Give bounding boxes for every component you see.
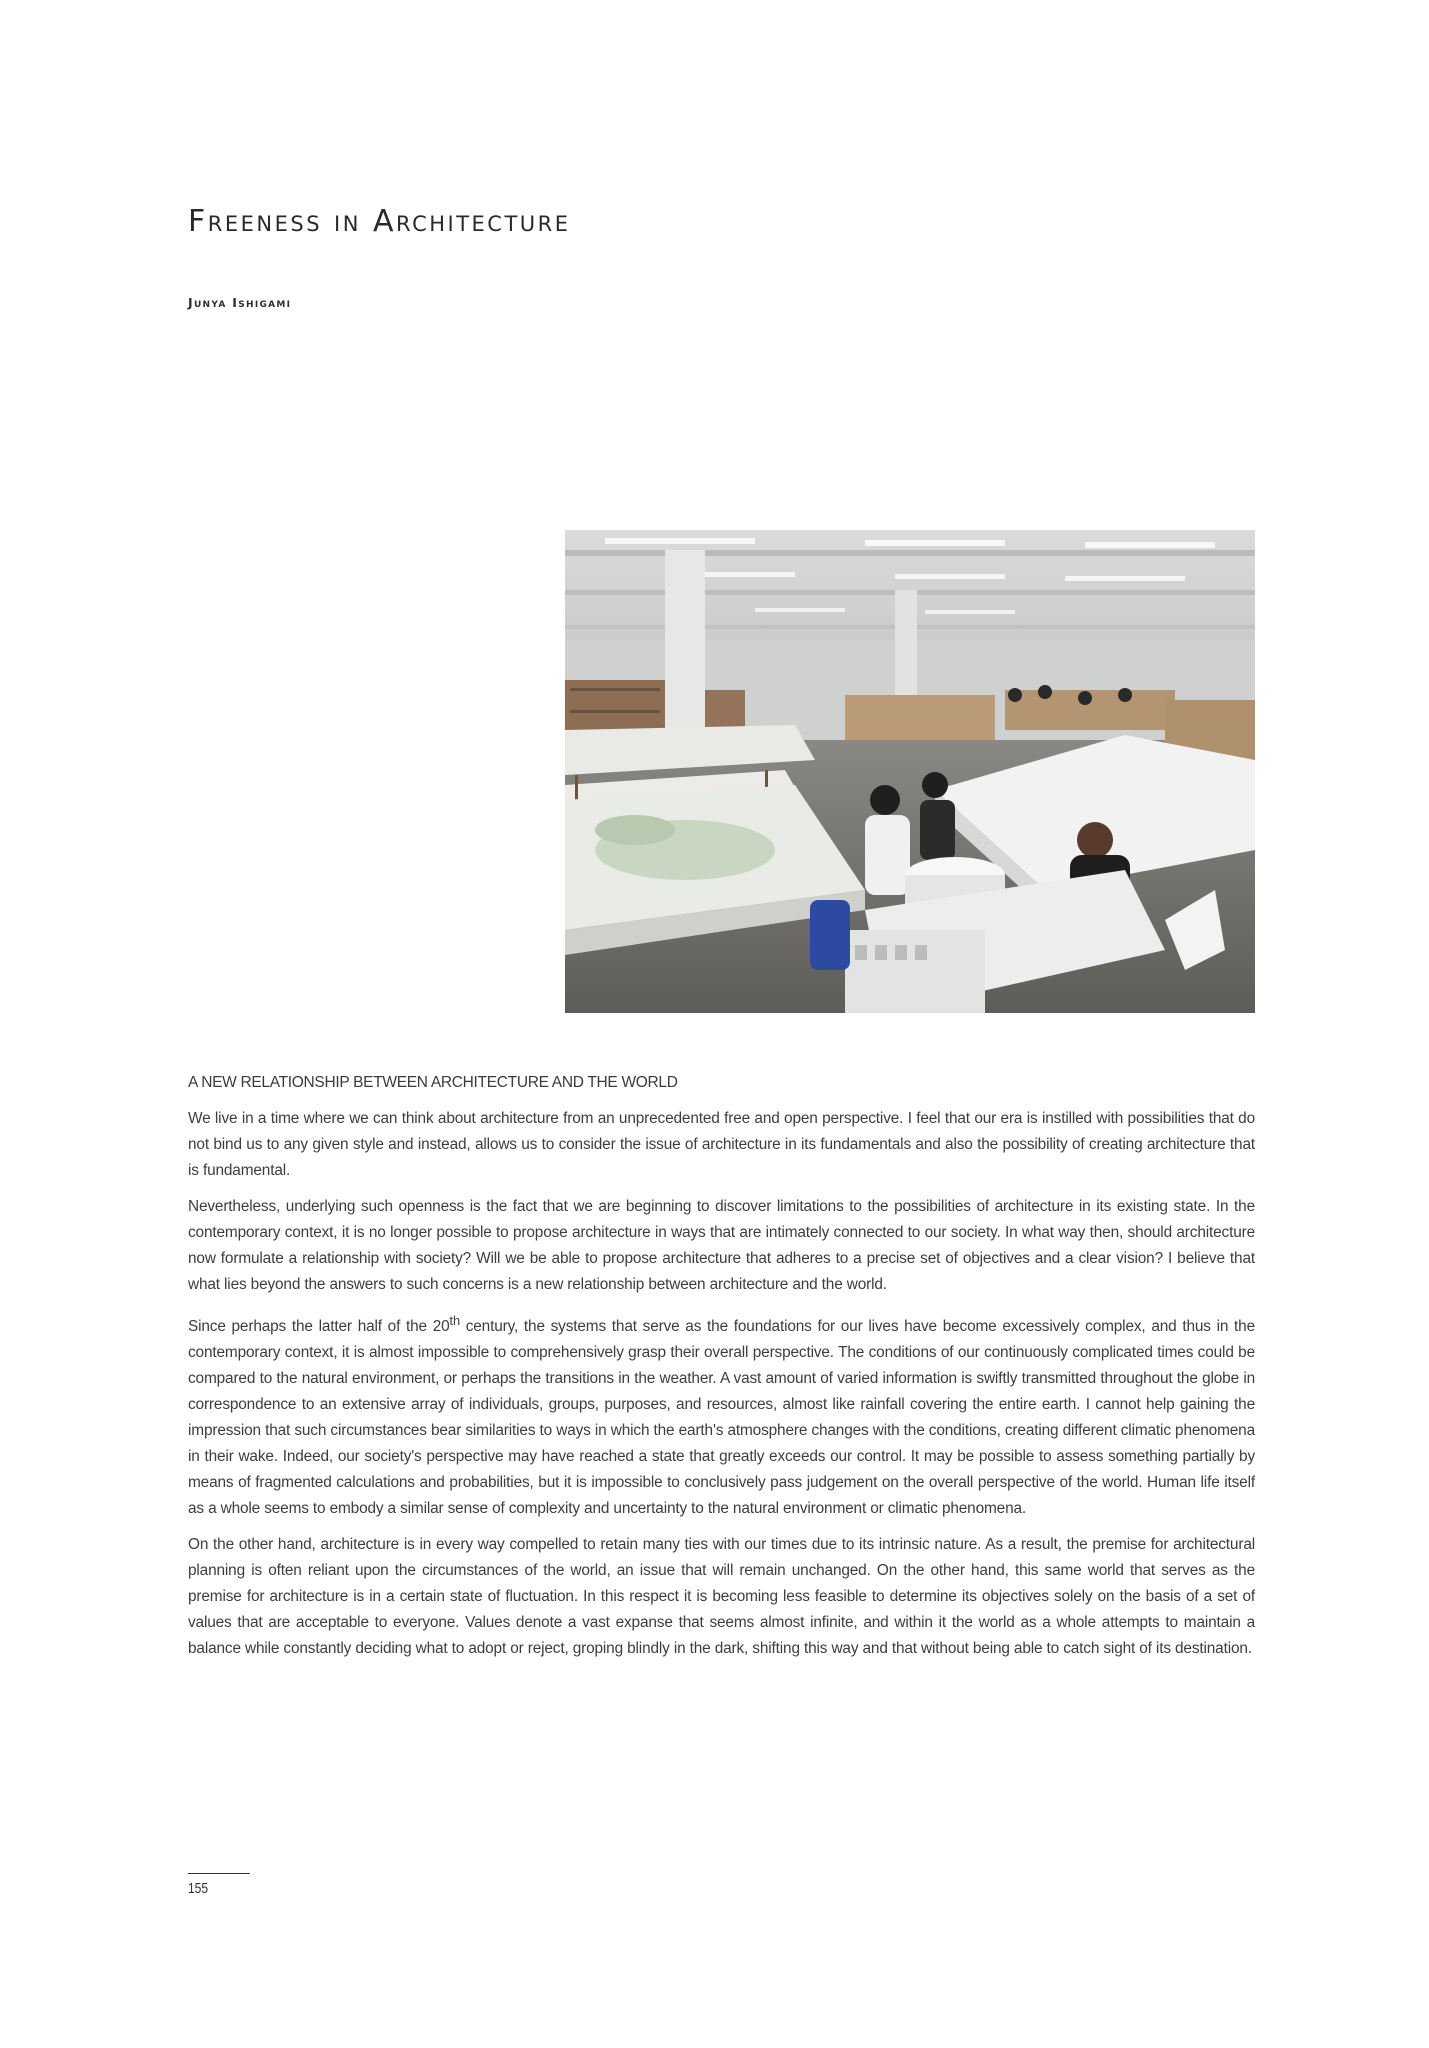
paragraph-text: Since perhaps the latter half of the 20 — [188, 1318, 450, 1336]
paragraph: We live in a time where we can think about architecture from an unprecedented free and open perspective. I feel that our era is instilled with possibilities that do not bind us to any given style and instead, allows us to consider the issue of architecture in its fundamentals and also the possibility of creating architecture that is fundamental. — [188, 1110, 1255, 1179]
paragraph — [188, 1308, 1255, 1522]
article-body — [188, 1106, 1255, 1672]
page-title: Freeness in Architecture — [188, 204, 571, 239]
author-name: Junya Ishigami — [188, 295, 292, 310]
paragraph: On the other hand, architecture is in every way compelled to retain many ties with our times due to its intrinsic nature. As a result, the premise for architectural planning is often reliant upon the circumstances of the world, an issue that will remain unchanged. On the other hand, this same world that serves as the premise for architecture is in a certain state of fluctuation. In this respect it is becoming less feasible to determine its objectives solely on the basis of a set of values that are acceptable to everyone. Values denote a vast expanse that seems almost infinite, and within it the world as a whole attempts to maintain a balance while constantly deciding what to adopt or reject, groping blindly in the dark, shifting this way and that without being able to catch sight of its destination. — [188, 1536, 1255, 1658]
paragraph-text: century, the systems that serve as the foundations for our lives have become excessively complex, and thus in the contemporary context, it is almost impossible to comprehensively grasp their overall perspective. The conditions of our continuously complicated times could be compared to the natural environment, or perhaps the transitions in the weather. A vast amount of varied information is swiftly transmitted throughout the globe in correspondence to an extensive array of individuals, groups, purposes, and resources, almost like rainfall covering the entire earth. I cannot help gaining the impression that such circumstances bear similarities to ways in which the earth's atmosphere changes with the conditions, creating different climatic phenomena in their wake. Indeed, our society's perspective may have reached a state that greatly exceeds our control. It may be possible to assess something partially by means of fragmented calculations and probabilities, but it is impossible to conclusively pass judgement on the overall perspective of the world. Human life itself as a whole seems to embody a similar sense of complexity and uncertainty to the natural environment or climatic phenomena. — [188, 1318, 1255, 1518]
section-heading: A NEW RELATIONSHIP BETWEEN ARCHITECTURE AND THE WORLD — [188, 1074, 678, 1091]
page-number-rule — [188, 1873, 250, 1874]
page-number: 155 — [188, 1880, 209, 1897]
superscript: th — [449, 1313, 460, 1328]
studio-photo — [565, 530, 1255, 1013]
paragraph: Nevertheless, underlying such openness is the fact that we are beginning to discover limitations to the possibilities of architecture in its existing state. In the contemporary context, it is no longer possible to propose architecture in ways that are intimately connected to our society. In what way then, should architecture now formulate a relationship with society? Will we be able to propose architecture that adheres to a precise set of objectives and a clear vision? I believe that what lies beyond the answers to such concerns is a new relationship between architecture and the world. — [188, 1198, 1255, 1293]
